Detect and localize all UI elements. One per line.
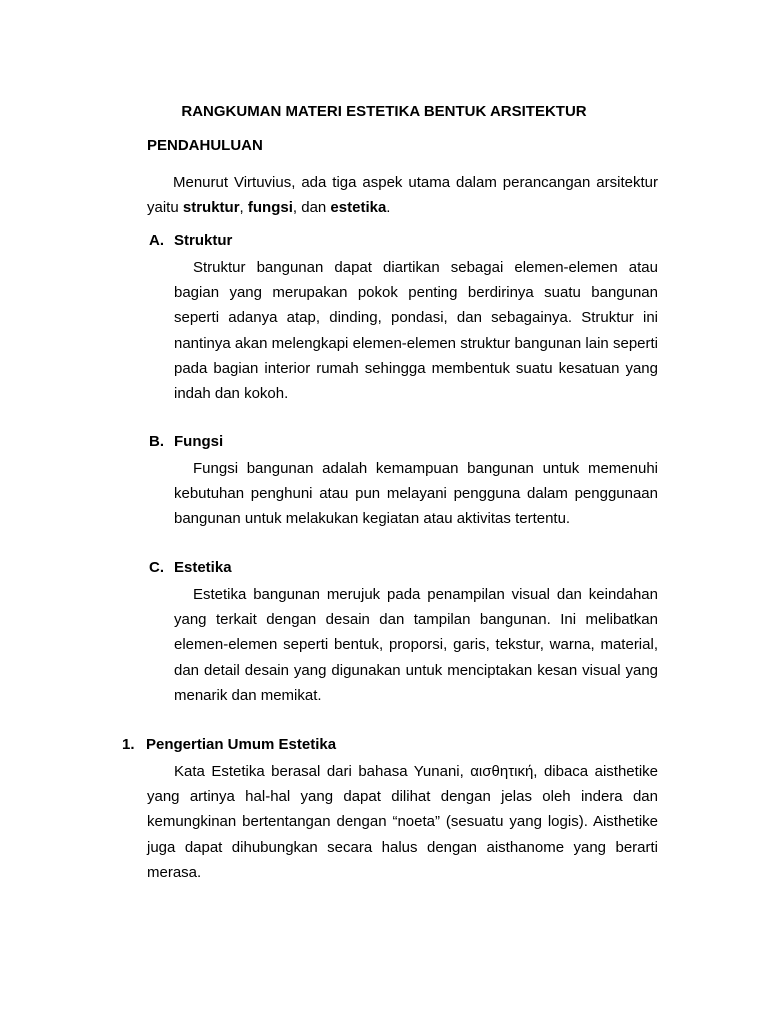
numbered-title: Pengertian Umum Estetika bbox=[146, 736, 337, 753]
section-c-heading bbox=[149, 559, 232, 576]
intro-sep-2: , dan bbox=[292, 199, 331, 217]
numbered-number: 1. bbox=[122, 736, 135, 753]
intro-text: Menurut Virtuvius, ada tiga aspek utama dalam perancangan arsitektur yaitu bbox=[147, 174, 658, 217]
section-b-letter: B. bbox=[149, 433, 164, 450]
section-b-paragraph: Fungsi bangunan adalah kemampuan bangunan untuk memenuhi kebutuhan penghuni atau pun melayani pengguna dalam penggunaan bangunan untuk melakukan kegiatan atau aktivitas tertentu. bbox=[174, 460, 658, 528]
section-a-letter: A. bbox=[149, 232, 164, 249]
section-a-heading bbox=[149, 232, 232, 249]
intro-bold-struktur: struktur bbox=[182, 199, 240, 217]
section-b-title: Fungsi bbox=[174, 433, 224, 450]
intro-paragraph bbox=[147, 170, 658, 220]
intro-bold-fungsi: fungsi bbox=[247, 199, 293, 217]
intro-sep-1: , bbox=[239, 199, 248, 217]
intro-bold-estetika: estetika bbox=[330, 199, 387, 217]
section-a-paragraph: Struktur bangunan dapat diartikan sebagai elemen-elemen atau bagian yang merupakan pokok penting berdirinya suatu bangunan seperti adanya atap, dinding, pondasi, dan sebagainya. Struktur ini nantinya akan melengkapi elemen-elemen struktur bangunan lain seperti pada bagian interior rumah sehingga membentuk suatu kesatuan yang indah dan kokoh. bbox=[174, 259, 658, 403]
intro-end: . bbox=[386, 199, 391, 217]
section-a-title: Struktur bbox=[174, 232, 233, 249]
section-c-letter: C. bbox=[149, 559, 164, 576]
numbered-heading bbox=[122, 736, 336, 753]
intro-heading: PENDAHULUAN bbox=[147, 137, 263, 154]
document-title: RANGKUMAN MATERI ESTETIKA BENTUK ARSITEKTUR bbox=[181, 103, 587, 120]
section-b-heading bbox=[149, 433, 223, 450]
section-c-title: Estetika bbox=[174, 559, 232, 576]
section-c-paragraph: Estetika bangunan merujuk pada penampilan visual dan keindahan yang terkait dengan desain dan tampilan bangunan. Ini melibatkan elemen-elemen seperti bentuk, proporsi, garis, tekstur, warna, material, dan detail desain yang digunakan untuk menciptakan kesan visual yang menarik dan memikat. bbox=[174, 586, 658, 704]
numbered-paragraph: Kata Estetika berasal dari bahasa Yunani, αισθητική, dibaca aisthetike yang artinya hal-hal yang dapat dilihat dengan jelas oleh indera dan kemungkinan bertentangan dengan “noeta” (sesuatu yang logis). Aisthetike juga dapat dihubungkan secara halus dengan aisthanome yang berarti merasa. bbox=[147, 763, 658, 881]
